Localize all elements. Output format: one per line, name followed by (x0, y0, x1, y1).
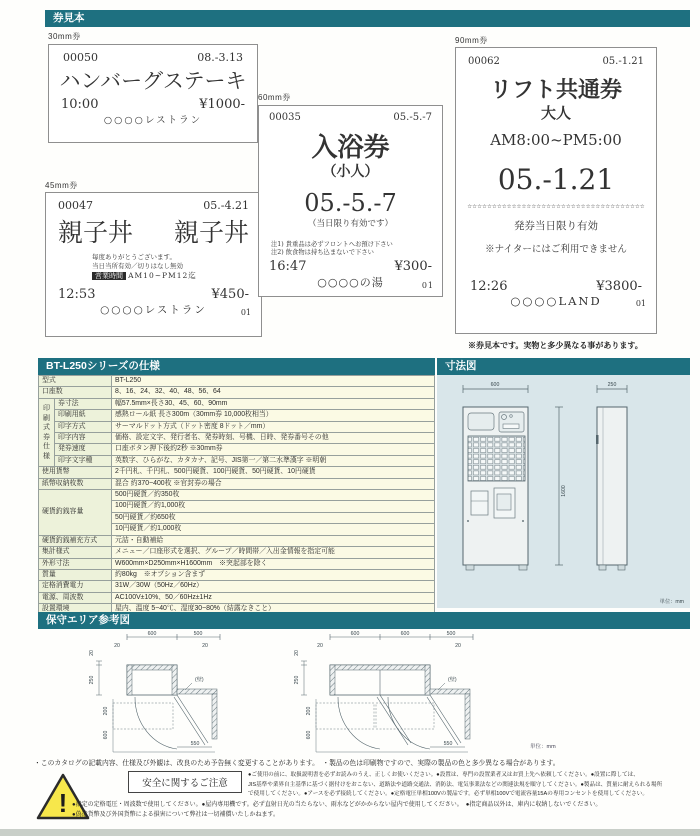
spec-value: メニュー／口座形式を選択、グループ／時間帯／入出金情報を指定可能 (112, 547, 435, 558)
page-bottom-edge (0, 829, 700, 836)
ticket-90mm-price: ¥3800- (596, 279, 642, 294)
side-depth-dim: 250 (607, 382, 617, 388)
ticket-60mm-subtitle: （小人） (322, 164, 379, 180)
spec-label: 印字内容 (55, 433, 112, 444)
ticket-60mm-valid-note: （当日限り有効です） (307, 219, 393, 229)
spec-print-group-label: 印刷式券仕様 (39, 398, 55, 466)
ticket-90mm-title: リフト共通券 (489, 77, 622, 103)
ticket-60mm (258, 105, 443, 297)
ticket-90mm-caution: ※ナイターにはご利用できません (485, 244, 627, 255)
spec-label: 使用貨幣 (39, 467, 112, 478)
maint-left-dim-v250: 250 (89, 675, 95, 685)
ticket-60mm-time: 16:47 (269, 259, 307, 274)
spec-label: 硬貨釣銭補充方式 (39, 535, 112, 546)
ticket-90mm-date: 05.-1.21 (602, 56, 644, 67)
spec-value: AC100V±10%、50／60Hz±1Hz (112, 592, 435, 603)
ticket-90mm-time: 12:26 (470, 279, 508, 294)
ticket-45mm-title-left: 親子丼 (58, 218, 134, 247)
spec-value: 感熱ロール紙 長さ300m（30mm券 10,000枚相当） (112, 410, 435, 421)
safety-text-line2: JIS基準や業界自主基準に基づく据付けをおこない、道路法や道路交通法、消防法、電気事業法などの関連法規を順守してください。●製品は、質量に耐えられる場所 (248, 781, 663, 788)
spec-value: 口座ボタン押下後約2秒 ※30mm券 (112, 444, 435, 455)
maint-left-dim-v20: 20 (89, 650, 95, 656)
spec-value: 価格、設定文字、発行者名、発券時刻、号機、日時、発券番号その他 (112, 433, 435, 444)
ticket-30mm-date: 08.-3.13 (197, 51, 243, 64)
safety-text-line5: ●偽造貨幣及び外国貨幣による損害について弊社は一切補償いたしかねます。 (72, 811, 280, 818)
height-dim: 1600 (561, 485, 567, 497)
spec-value: 元詰・自動補給 (112, 535, 435, 546)
spec-value: BT-L250 (112, 376, 435, 387)
ticket-60mm-price: ¥300- (394, 259, 432, 274)
maint-right-dim-v200: 200 (306, 706, 312, 716)
ticket-90mm (455, 47, 657, 334)
maint-right-dim-20-right: 20 (455, 643, 461, 649)
spec-label: 型式 (39, 376, 112, 387)
spec-value: 屋内、温度 5~40℃、湿度30~80%（結露なきこと） (112, 604, 435, 615)
maint-right-dim-500: 500 (446, 631, 456, 637)
maint-right-dim-600b: 600 (400, 631, 410, 637)
ticket-45mm-message1: 毎度ありがとうございます。 (92, 253, 176, 261)
ticket-90mm-valid-note: 発券当日限り有効 (514, 220, 598, 232)
section-header-ticket-samples: 券見本 (45, 10, 690, 27)
maintenance-unit-note: 単位：mm (530, 744, 556, 750)
section-header-maintenance: 保守エリア参考図 (38, 612, 690, 629)
ticket-60mm-size-label: 60mm券 (258, 93, 291, 102)
maint-left-dim-550: 550 (190, 741, 200, 747)
spec-label: 設置環境 (39, 604, 112, 615)
machine-display (468, 413, 494, 430)
maintenance-drawing-double (290, 631, 520, 755)
spec-label: 印刷用紙 (55, 410, 112, 421)
machine-ticket-outlet (471, 491, 488, 515)
maint-right-dim-550: 550 (443, 741, 453, 747)
spec-label: 定格消費電力 (39, 581, 112, 592)
front-width-dim: 600 (490, 382, 500, 388)
ticket-90mm-big-date: 05.-1.21 (497, 163, 615, 196)
ticket-60mm-number: 00035 (269, 112, 301, 123)
maint-left-wall-label: (壁) (195, 677, 204, 683)
ticket-60mm-big-date: 05.-5.-7 (304, 189, 397, 217)
machine-button-grid (468, 436, 525, 481)
spec-value: 31W／30W（50Hz／60Hz） (112, 581, 435, 592)
maint-left-dim-500: 500 (193, 631, 203, 637)
safety-text-line3: で使用してください。●アースを必ず接続してください。●定格電圧単相100Vの製品です。必ず単相100Vで電流容量15Aの専用コンセントを使用してください。 (248, 791, 648, 798)
safety-text-line1: ●ご使用の前に、取扱説明書を必ずお読みのうえ、正しくお使いください。●設置は、専門の設置業者又はお買上先へ依頼してください。●設置に際しては、 (248, 772, 639, 778)
maintenance-drawing-single (55, 631, 235, 755)
ticket-90mm-stars: ☆☆☆☆☆☆☆☆☆☆☆☆☆☆☆☆☆☆☆☆☆☆☆☆☆☆☆☆☆☆☆☆☆☆☆☆ (467, 204, 645, 210)
ticket-60mm-note2: 注2) 飲食物は持ち込まないで下さい (271, 249, 374, 256)
ticket-30mm (48, 44, 258, 143)
spec-label: 集計様式 (39, 547, 112, 558)
ticket-90mm-size-label: 90mm券 (455, 36, 488, 45)
dimension-unit-note: 単位：mm (659, 599, 684, 605)
ticket-30mm-number: 00050 (63, 51, 98, 64)
spec-value: サーマルドット方式（ドット密度 8ドット／mm） (112, 421, 435, 432)
spec-label: 印字方式 (55, 421, 112, 432)
spec-value: 英数字、ひらがな、カタカナ、記号、JIS第一／第二水準漢字 ※明朝 (112, 455, 435, 466)
maint-left-dim-20-right: 20 (202, 643, 208, 649)
ticket-sample-disclaimer: ※券見本です。実物と多少異なる事があります。 (468, 341, 643, 350)
maint-right-dim-v600: 600 (306, 730, 312, 740)
safety-text-line4: ●指定の定格電圧・周波数で使用してください。●屋内専用機です。必ず直射日光の当たらない、雨水などがかからない屋内で使用してください。 ●指定商品以外は、庫内に収納しないでください。 (72, 802, 602, 808)
maint-right-dim-20-left: 20 (317, 643, 323, 649)
ticket-30mm-title: ハンバーグステーキ (59, 69, 247, 93)
ticket-90mm-number: 00062 (468, 56, 500, 67)
spec-label: 口座数 (39, 387, 112, 398)
ticket-60mm-vendor: ○○○○の湯 (317, 276, 384, 289)
maint-right-dim-v250: 250 (294, 675, 300, 685)
maint-left-dim-600: 600 (147, 631, 157, 637)
spec-value: 100円硬貨／約1,000枚 (112, 501, 435, 512)
spec-label: 紙幣収納枚数 (39, 478, 112, 489)
ticket-90mm-subtitle: 大人 (540, 104, 571, 122)
ticket-45mm-machine-no: 01 (240, 307, 251, 317)
ticket-90mm-machine-no: 01 (635, 299, 646, 308)
maint-left-dim-20-left: 20 (114, 643, 120, 649)
ticket-60mm-machine-no: 01 (421, 281, 434, 290)
spec-value: 幅57.5mm×長さ30、45、60、90mm (112, 398, 435, 409)
spec-label: 印字文字種 (55, 455, 112, 466)
ticket-30mm-size-label: 30mm券 (48, 32, 81, 41)
ticket-60mm-title: 入浴券 (311, 133, 390, 163)
section-header-spec: BT-L250シリーズの仕様 (38, 358, 435, 375)
spec-label: 券寸法 (55, 398, 112, 409)
spec-value: W600mm×D250mm×H1600mm ※突起部を除く (112, 558, 435, 569)
spec-label: 電源、周波数 (39, 592, 112, 603)
ticket-45mm-hours-label: 営業時間 (92, 272, 126, 280)
catalog-change-note: ・このカタログの記載内容、仕様及び外観は、改良のため予告無く変更することがあります。 ・製品の色は印刷物ですので、実際の製品の色と多少異なる場合があります。 (34, 760, 560, 767)
spec-label: 質量 (39, 569, 112, 580)
ticket-90mm-vendor: ○○○○LAND (510, 294, 602, 308)
ticket-45mm-title-right: 親子丼 (173, 218, 249, 247)
ticket-45mm-size-label: 45mm券 (45, 181, 78, 190)
spec-value: 約80kg ※オプション含まず (112, 569, 435, 580)
ticket-45mm-price: ¥450- (211, 286, 249, 302)
ticket-45mm-date: 05.-4.21 (203, 199, 249, 212)
spec-value: 2千円札、千円札、500円硬貨、100円硬貨、50円硬貨、10円硬貨 (112, 467, 435, 478)
ticket-60mm-note1: 注1) 貴重品は必ずフロントへお預け下さい (271, 241, 393, 248)
warning-exclamation: ! (58, 788, 68, 818)
maint-left-dim-v200: 200 (103, 706, 109, 716)
section-header-dimensions: 寸法図 (437, 358, 690, 375)
maint-right-dim-v20: 20 (294, 650, 300, 656)
maint-right-wall-label: (壁) (448, 677, 457, 683)
ticket-45mm-number: 00047 (58, 199, 93, 212)
maint-left-dim-v600: 600 (103, 730, 109, 740)
safety-title-box: 安全に関するご注意 (128, 771, 242, 793)
spec-label: 外形寸法 (39, 558, 112, 569)
ticket-45mm-hours: AM10~PM12迄 (128, 271, 197, 280)
ticket-45mm-vendor: ○○○○レストラン (100, 303, 207, 316)
ticket-90mm-hours: AM8:00~PM5:00 (490, 131, 622, 149)
ticket-60mm-date: 05.-5.-7 (393, 112, 432, 123)
dimension-drawing (437, 375, 690, 608)
spec-label: 発券速度 (55, 444, 112, 455)
maint-right-dim-600a: 600 (350, 631, 360, 637)
spec-value: 8、16、24、32、40、48、56、64 (112, 387, 435, 398)
spec-value: 混合 約370~400枚 ※官封券の場合 (112, 478, 435, 489)
ticket-30mm-vendor: ○○○○レストラン (103, 115, 203, 126)
ticket-30mm-price: ¥1000- (199, 97, 245, 112)
spec-table (38, 375, 435, 616)
ticket-30mm-time: 10:00 (61, 97, 99, 112)
spec-value: 50円硬貨／約650枚 (112, 512, 435, 523)
ticket-45mm-message2: 当日当所有効／切りはなし無効 (92, 261, 183, 270)
spec-label: 硬貨釣銭容量 (39, 490, 112, 536)
ticket-45mm (45, 192, 262, 337)
spec-value: 500円硬貨／約350枚 (112, 490, 435, 501)
spec-value: 10円硬貨／約1,000枚 (112, 524, 435, 535)
ticket-45mm-time: 12:53 (58, 286, 96, 302)
